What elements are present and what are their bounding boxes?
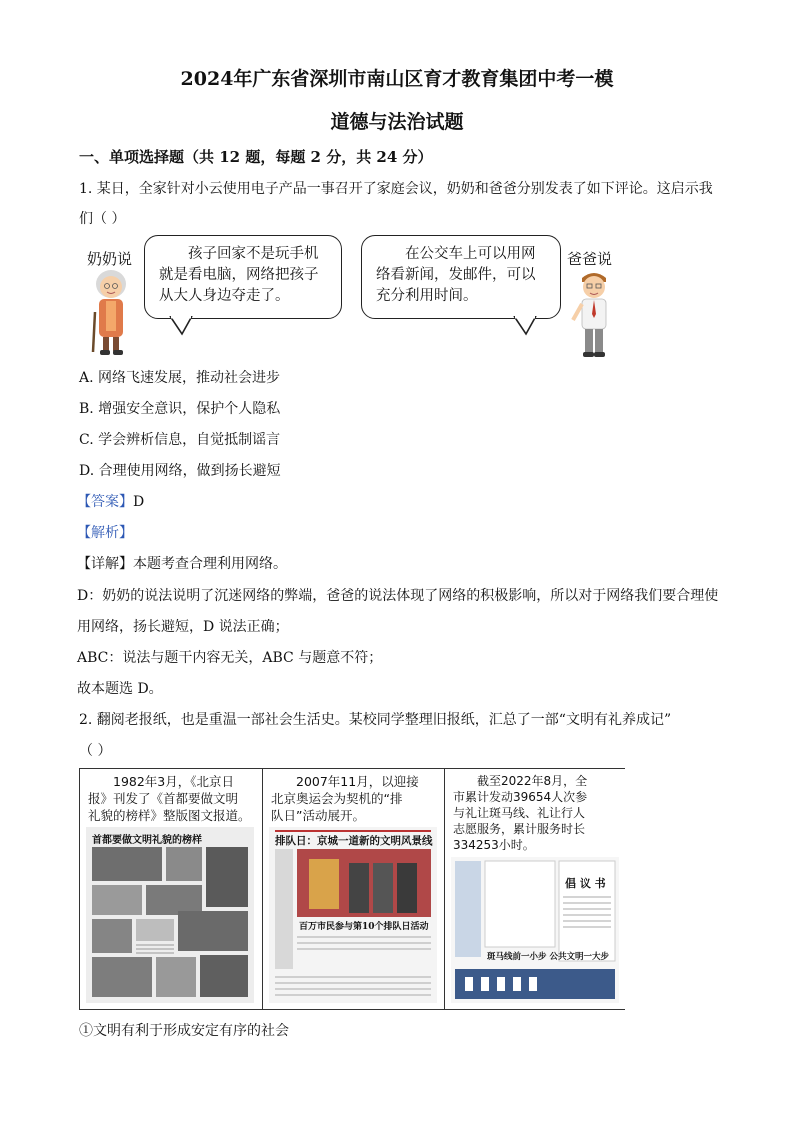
answer-tag: 【答案】 [77,494,133,510]
panel2-subheadline: 百万市民参与第10个排队日活动 [299,922,429,932]
q1-conclusion: 故本题选 D。 [77,681,163,697]
grandma-speech-bubble [144,235,342,319]
dad-bubble-tail [510,316,540,336]
answer-value: D [133,494,145,510]
dad-label: 爸爸说 [567,250,613,268]
detail-text: 本题考查合理利用网络。 [133,556,287,572]
newspaper-panel-1982 [80,769,260,1009]
panel2-headline: 排队日：京城一道新的文明风景线 [275,835,433,847]
grandma-label: 奶奶说 [87,250,133,268]
panel2-line-1: 2007年11月，以迎接 [296,774,419,789]
detail-tag: 【详解】 [77,556,133,572]
panel3-line-1: 截至2022年8月，全 [477,774,588,788]
q1-detail-d-line1: D：奶奶的说法说明了沉迷网络的弊端，爸爸的说法体现了网络的积极影响，所以对于网络我们要合理使 [77,588,719,604]
grandma-line-1: 孩子回家不是玩手机 [188,246,319,262]
q2-stem-line1: 2. 翻阅老报纸，也是重温一部社会生活史。某校同学整理旧报纸，汇总了一部“文明有礼养成记” [79,712,672,728]
grandma-illustration [86,268,136,360]
q2-statement-1: ①文明有利于形成安定有序的社会 [79,1023,289,1039]
dad-illustration [570,268,618,360]
newspaper-panel-2007 [262,769,443,1009]
panel2-line-2: 北京奥运会为契机的“排 [271,791,403,806]
q1-analysis-tag: 【解析】 [77,525,133,541]
dad-line-3: 充分利用时间。 [376,288,478,304]
newspaper-2022-image [451,857,619,1003]
q1-answer [77,491,144,511]
dad-line-2: 络看新闻，发邮件，可以 [376,267,536,283]
panel2-line-3: 队日”活动展开。 [271,808,365,823]
panel3-line-4: 志愿服务，累计服务时长 [453,822,586,836]
q1-detail-abc-line: ABC：说法与题干内容无关，ABC 与题意不符； [77,650,383,666]
page-title: 2024年广东省深圳市南山区育才教育集团中考一模 [180,68,614,90]
panel1-line-2: 报》刊发了《首都要做文明 [88,791,239,806]
q1-option-b: B. 增强安全意识，保护个人隐私 [79,401,281,417]
panel3-headline: 倡 议 书 [565,877,606,890]
q1-stem-line1: 1. 某日，全家针对小云使用电子产品一事召开了家庭会议，奶奶和爸爸分别发表了如下评论。这启示我 [79,181,713,197]
panel3-line-2: 市累计发动39654人次参 [453,790,588,804]
newspaper-2007-image [269,827,437,1003]
page-subtitle: 道德与法治试题 [330,111,464,133]
q1-detail [77,553,287,573]
panel1-line-3: 礼貌的榜样》整版图文报道。 [88,808,251,823]
section-heading: 一、单项选择题（共 12 题，每题 2 分，共 24 分） [79,148,433,166]
panel1-headline: 首都要做文明礼貌的榜样 [92,835,202,846]
q2-stem-line2: （ ） [79,743,112,759]
dad-line-1: 在公交车上可以用网 [405,246,536,262]
panel1-line-1: 1982年3月，《北京日 [113,774,235,789]
q1-option-a: A. 网络飞速发展，推动社会进步 [79,370,281,386]
panel3-line-5: 334253小时。 [453,838,535,852]
q1-stem-line2: 们（ ） [79,211,126,227]
newspaper-panel-2022 [444,769,625,1009]
grandma-line-3: 从大人身边夺走了。 [159,288,290,304]
grandma-bubble-tail [168,316,198,336]
q1-option-d: D. 合理使用网络，做到扬长避短 [79,463,281,479]
newspaper-collage [79,768,625,1010]
panel3-line-3: 与礼让斑马线、礼让行人 [453,806,586,820]
grandma-line-2: 就是看电脑，网络把孩子 [159,267,319,283]
q1-detail-d-line2: 用网络，扬长避短，D 说法正确； [77,619,289,635]
newspaper-1982-image [86,827,254,1003]
dad-speech-bubble [361,235,561,319]
panel3-subheadline: 斑马线前一小步 公共文明一大步 [487,952,609,962]
q1-option-c: C. 学会辨析信息，自觉抵制谣言 [79,432,281,448]
